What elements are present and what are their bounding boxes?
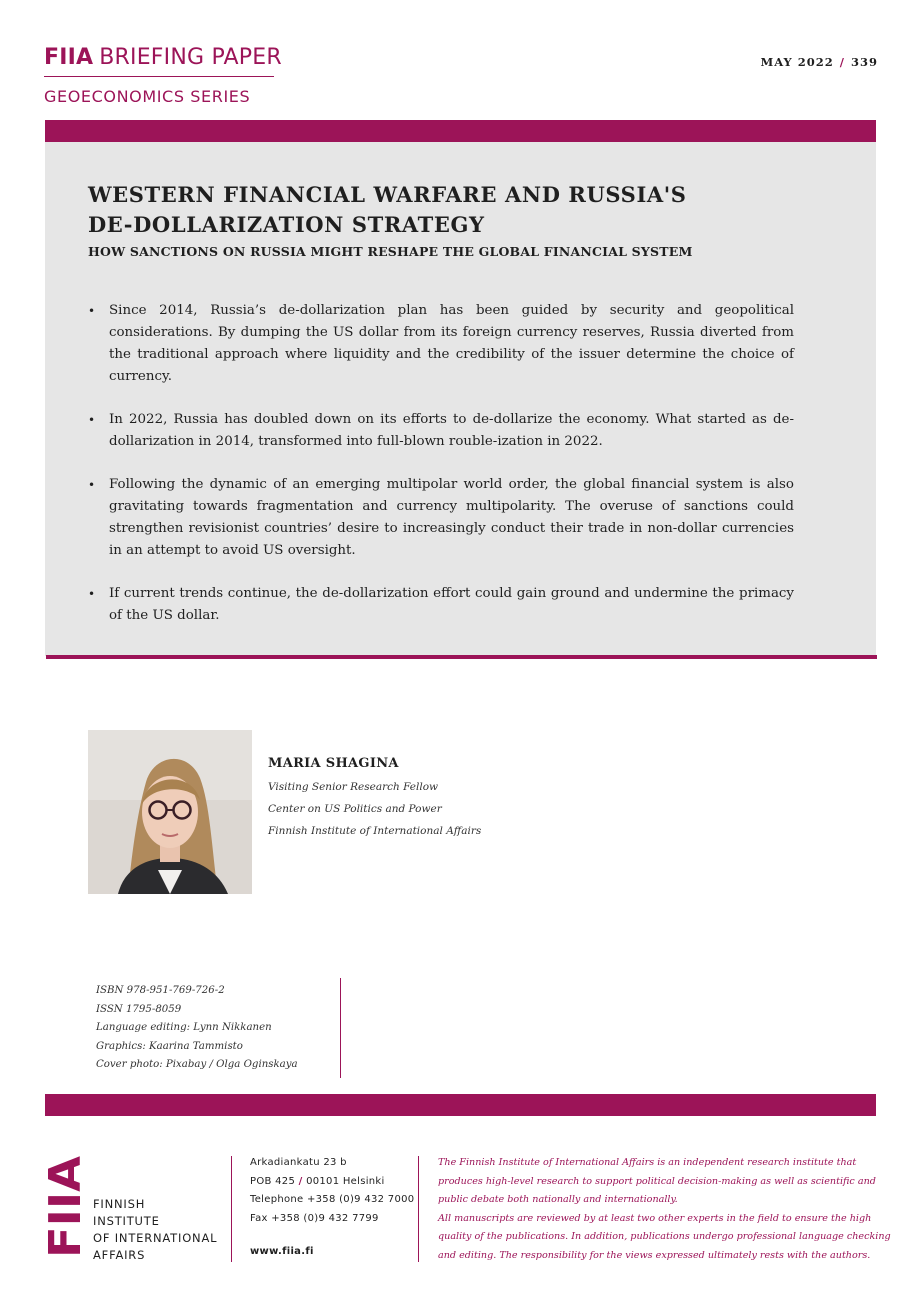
telephone: Telephone +358 (0)9 432 7000 [250, 1194, 415, 1205]
bullet-icon: • [88, 304, 96, 318]
author-portrait-icon [88, 730, 252, 894]
bottom-accent-bar [45, 1094, 876, 1116]
institute-description [438, 1154, 891, 1265]
fiia-logo-icon [40, 1156, 91, 1258]
org-name-line: INSTITUTE [93, 1214, 160, 1228]
organization-name [93, 1196, 217, 1264]
colophon-divider [340, 978, 341, 1078]
key-point-text: In 2022, Russia has doubled down on its efforts to de-dollarize the economy. What started as de-dollarization in 2014, transformed into full-blown rouble-ization in 2022. [109, 412, 794, 449]
fiia-logo [40, 1156, 91, 1258]
author-institute: Finnish Institute of International Affairs [268, 825, 482, 837]
website-link[interactable]: www.fiia.fi [250, 1246, 314, 1257]
description-line: and editing. The responsibility for the views expressed ultimately rests with the authors. [438, 1249, 871, 1261]
key-point [88, 583, 794, 627]
org-name-line: AFFAIRS [93, 1248, 146, 1262]
key-point-text: Following the dynamic of an emerging multipolar world order, the global financial system is also gravitating towards fragmentation and currency multipolarity. The overuse of sanctions could strengthen revisionist countries’ desire to increasingly conduct their trade in non-dollar currencies in an attempt to avoid US oversight. [109, 477, 794, 558]
issue-date: MAY 2022 [760, 55, 834, 69]
graphics-credit: Graphics: Kaarina Tammisto [96, 1040, 243, 1052]
issue-number: 339 [850, 55, 878, 69]
fax: Fax +358 (0)9 432 7799 [250, 1212, 379, 1224]
key-point [88, 474, 794, 562]
top-accent-bar [45, 120, 876, 142]
brand-rest: BRIEFING PAPER [99, 45, 282, 70]
footer-divider [231, 1156, 232, 1262]
bullet-icon: • [88, 478, 96, 492]
description-line: public debate both nationally and internationally. [438, 1194, 678, 1205]
title-line-1: WESTERN FINANCIAL WARFARE AND RUSSIA'S [88, 182, 687, 207]
org-name-line: FINNISH [93, 1197, 146, 1211]
description-line: All manuscripts are reviewed by at least two other experts in the field to ensure the high [438, 1212, 872, 1224]
author-center: Center on US Politics and Power [268, 803, 442, 815]
author-name: MARIA SHAGINA [268, 756, 399, 771]
description-line: produces high-level research to support political decision-making as well as scientific and [438, 1175, 876, 1187]
bullet-icon: • [88, 587, 96, 601]
address-separator: / [298, 1175, 303, 1187]
author-role: Visiting Senior Research Fellow [268, 781, 439, 793]
title-line-2: DE-DOLLARIZATION STRATEGY [88, 212, 485, 237]
cover-photo-credit: Cover photo: Pixabay / Olga Oginskaya [96, 1059, 298, 1071]
contact-address [250, 1154, 414, 1228]
footer-divider [418, 1156, 419, 1262]
series-name: GEOECONOMICS SERIES [44, 87, 251, 106]
description-line: The Finnish Institute of International Affairs is an independent research institute that [438, 1157, 857, 1168]
org-name-line: OF INTERNATIONAL [93, 1231, 218, 1245]
paper-subtitle: HOW SANCTIONS ON RUSSIA MIGHT RESHAPE THE GLOBAL FINANCIAL SYSTEM [88, 244, 693, 259]
author-photo [88, 730, 252, 894]
description-line: quality of the publications. In addition, publications undergo professional language checking [438, 1231, 891, 1242]
key-points-list [88, 300, 794, 648]
key-point [88, 300, 794, 388]
summary-bottom-rule [46, 655, 877, 659]
bullet-icon: • [88, 413, 96, 427]
po-box: POB 425 [250, 1175, 296, 1187]
postal-city: 00101 Helsinki [306, 1175, 385, 1187]
postal-address [250, 1173, 414, 1192]
key-point-text: Since 2014, Russia’s de-dollarization plan has been guided by security and geopolitical considerations. By dumping the US dollar from its foreign currency reserves, Russia diverted from the traditional approach where liquidity and the credibility of the issuer determine the choice of currency. [109, 303, 794, 384]
issn: ISSN 1795-8059 [96, 1003, 182, 1015]
publication-brand [44, 44, 282, 72]
paper-title [88, 180, 788, 240]
issue-separator: / [839, 55, 845, 69]
colophon [96, 982, 336, 1075]
brand-divider [44, 76, 274, 77]
isbn: ISBN 978-951-769-726-2 [96, 985, 225, 996]
issue-info [760, 55, 878, 69]
key-point-text: If current trends continue, the de-dollarization effort could gain ground and undermine the primacy of the US dollar. [109, 586, 794, 623]
street-address: Arkadiankatu 23 b [250, 1157, 347, 1168]
language-editing: Language editing: Lynn Nikkanen [96, 1022, 272, 1034]
key-point [88, 409, 794, 453]
brand-strong: FIIA [44, 45, 94, 70]
fiia-logo-text: FIIA [40, 1161, 91, 1258]
publication-header [44, 44, 282, 107]
